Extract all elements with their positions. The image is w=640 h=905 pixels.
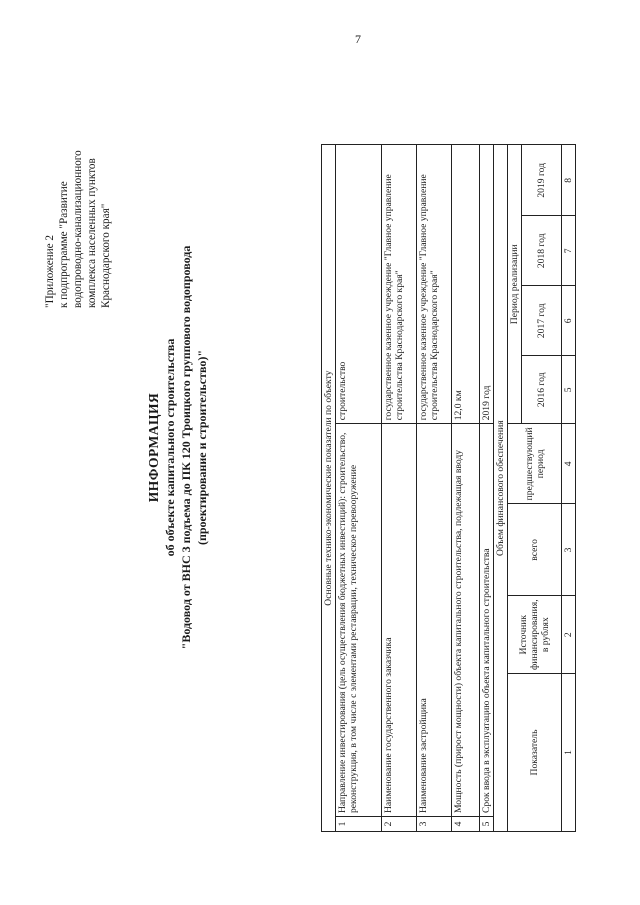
appendix-line: комплекса населенных пунктов [86,158,98,308]
year-header: 2018 год [522,216,562,286]
table-row [336,145,382,832]
row-label: Мощность (прирост мощности) объекта капитального строительства, подлежащая вводу [452,424,480,817]
year-header: 2019 год [522,145,562,216]
row-value: строительство [336,145,382,424]
column-number: 5 [562,356,576,424]
year-header: 2017 год [522,286,562,356]
table-row [417,145,452,832]
year-header: 2016 год [522,356,562,424]
period-header: Период реализации [508,145,522,424]
column-number: 3 [562,504,576,596]
row-label: Направление инвестирования (цель осуществления бюджетных инвестиций): строительство, реконструкция, в том числе с элементами реставрации, техническое перевооружение [336,424,382,817]
row-number: 2 [382,817,417,832]
section-header-row [494,145,508,832]
object-info-table [321,144,576,832]
table-row [382,145,417,832]
document-subtitle: об объекте капитального строительства [163,338,177,557]
table-row [480,145,494,832]
row-value: государственное казенное учреждение "Главное управление строительства Краснодарского края" [417,145,452,424]
row-number: 4 [452,817,480,832]
section-finance-header: Объем финансового обеспечения [494,145,508,832]
finance-header-row [508,145,522,832]
row-number: 1 [336,817,382,832]
appendix-line: водопроводно-канализационного [72,150,84,308]
object-name: "Водовод от ВНС 3 подъема до ПК 120 Троицкого группового водопровода [179,245,193,650]
row-label: Срок ввода в эксплуатацию объекта капитального строительства [480,424,494,817]
rotated-page-content [25,25,615,870]
row-value: 12,0 км [452,145,480,424]
row-label: Наименование государственного заказчика [382,424,417,817]
appendix-note [43,48,113,308]
appendix-line: Краснодарского края" [100,203,112,308]
column-number: 6 [562,286,576,356]
document-title-block [145,25,210,870]
column-number: 2 [562,596,576,674]
column-number-row [562,145,576,832]
row-number: 3 [417,817,452,832]
page-number: 7 [355,32,361,46]
previous-period-header: предшествующий период [508,424,562,504]
column-number: 7 [562,216,576,286]
source-header: Источник финансирования, в рублях [508,596,562,674]
column-number: 4 [562,424,576,504]
table-row [452,145,480,832]
row-number: 5 [480,817,494,832]
row-label: Наименование застройщика [417,424,452,817]
total-header: всего [508,504,562,596]
column-number: 1 [562,674,576,832]
object-stage: (проектирование и строительство)" [195,349,209,546]
document-title: ИНФОРМАЦИЯ [146,392,161,503]
row-value: 2019 год [480,145,494,424]
section-tech-header: Основные технико-экономические показатели по объекту [322,145,336,832]
row-value: государственное казенное учреждение "Главное управление строительства Краснодарского края" [382,145,417,424]
indicator-header: Показатель [508,674,562,832]
column-number: 8 [562,145,576,216]
appendix-line: "Приложение 2 [44,234,56,308]
section-header-row [322,145,336,832]
appendix-line: к подпрограмме "Развитие [58,181,70,308]
